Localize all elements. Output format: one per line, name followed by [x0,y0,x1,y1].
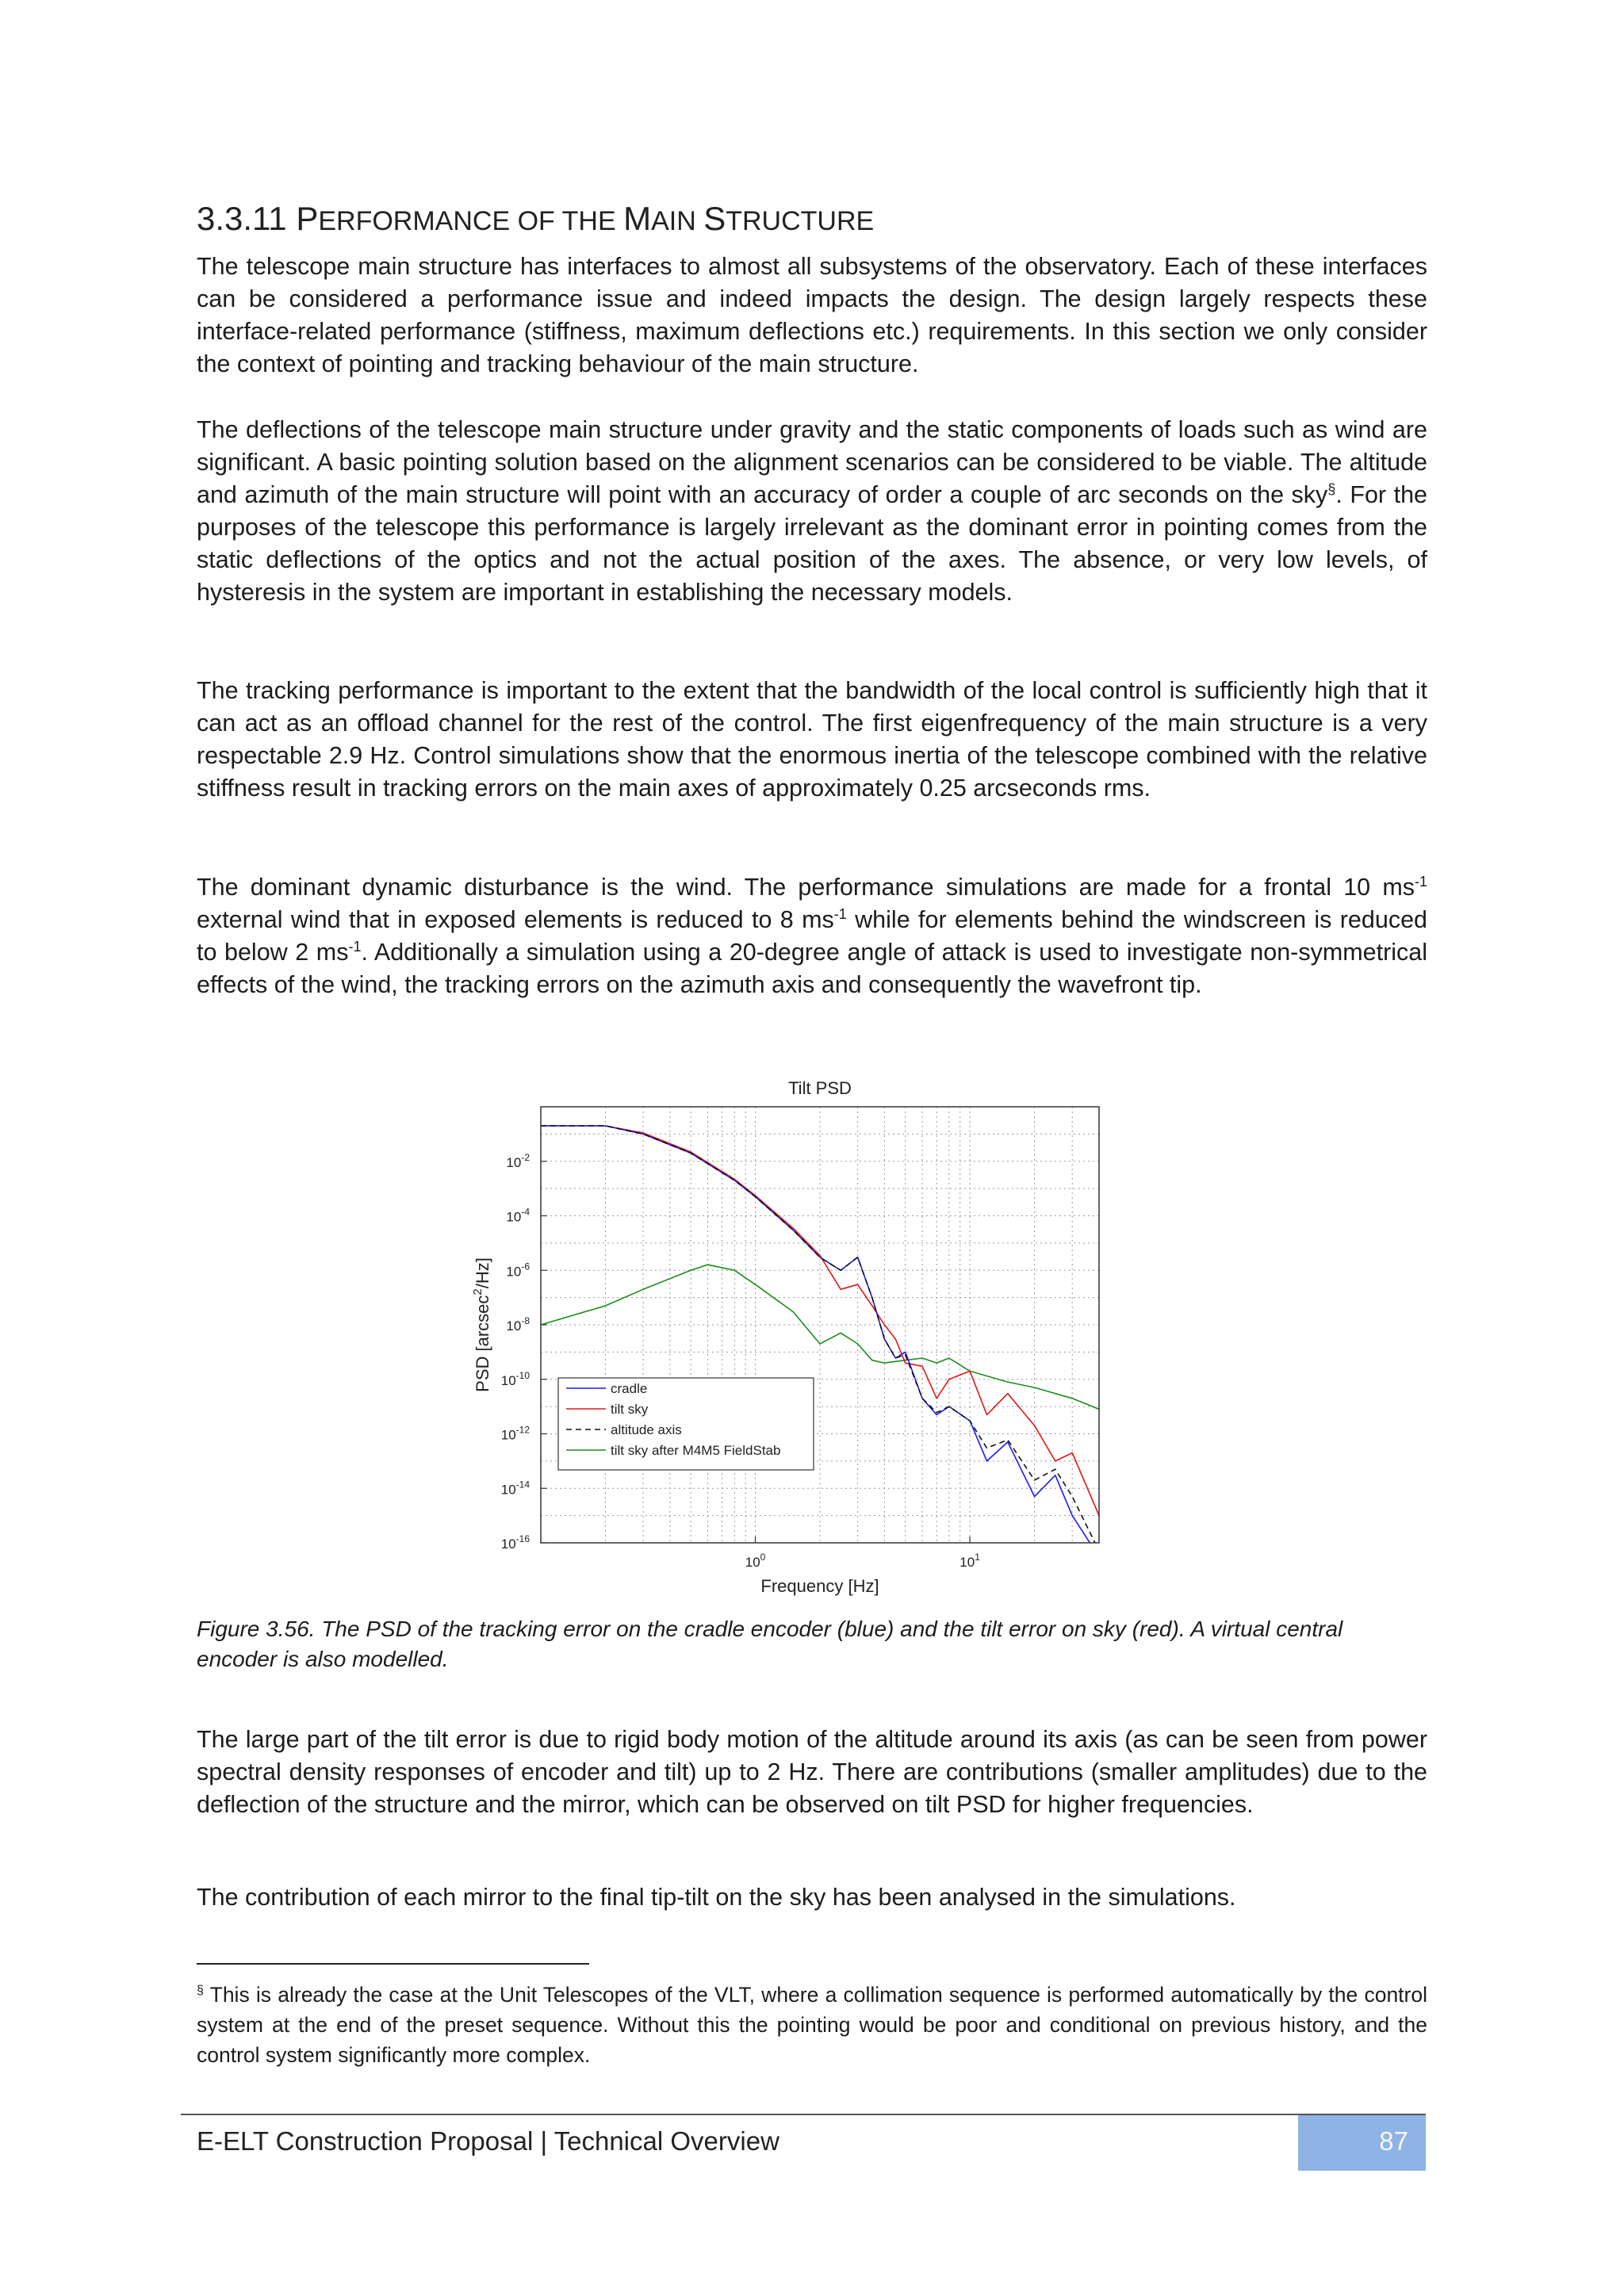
section-heading [197,200,874,238]
paragraph-deflections: The deflections of the telescope main structure under gravity and the static components of loads such as wind are significant. A basic pointing solution based on the alignment scenarios can be considered to be viable. The altitude and azimuth of the main structure will point with an accuracy of order a couple of arc seconds on the sky§. For the purposes of the telescope this performance is largely irrelevant as the dominant error in pointing comes from the static deflections of the optics and not the actual position of the axes. The absence, or very low levels, of hysteresis in the system are important in establishing the necessary models. [197,416,1427,606]
figure-caption: Figure 3.56. The PSD of the tracking error on the cradle encoder (blue) and the tilt error on sky (red). A virtual central encoder is also modelled. [197,1617,1343,1671]
y-tick-label: $10^{-10}$ [500,1369,530,1388]
tilt-psd-figure [465,1070,1123,1605]
x-tick-label: $10^0$ [745,1552,766,1570]
footnote-divider [197,1963,589,1965]
y-tick-label: $10^{-14}$ [500,1479,530,1498]
section-title: PERFORMANCE OF THE MAIN STRUCTURE [296,200,875,237]
footer-divider [181,2114,1426,2115]
footnote: § This is already the case at the Unit Telescopes of the VLT, where a collimation sequence is performed automatically by the control system at the end of the preset sequence. Without this the pointing would be poor and conditional on previous history, and the control system significantly more complex. [197,1983,1427,2067]
legend-label: tilt sky [611,1402,649,1417]
chart-title: Tilt PSD [788,1078,852,1098]
y-tick-label: $10^{-8}$ [506,1315,530,1334]
x-tick-label: $10^1$ [959,1552,980,1570]
footnote-mark: § [197,1984,204,1998]
legend-label: altitude axis [611,1422,682,1437]
x-axis-label: Frequency [Hz] [760,1576,879,1596]
page-number: 87 [1379,2126,1408,2156]
y-axis-label: PSD [arcsec$^2$/Hz] [471,1257,492,1392]
y-tick-label: $10^{-4}$ [506,1206,530,1225]
y-tick-label: $10^{-6}$ [506,1261,530,1280]
section-number: 3.3.11 [197,200,287,237]
plot-area [541,1107,1099,1543]
paragraph-tilt-error: The large part of the tilt error is due to rigid body motion of the altitude around its axis (as can be seen from power spectral density responses of encoder and tilt) up to 2 Hz. There are contributions (smaller amplitudes) due to the deflection of the structure and the mirror, which can be observed on tilt PSD for higher frequencies. [197,1726,1427,1818]
paragraph-interfaces: The telescope main structure has interfaces to almost all subsystems of the observatory. Each of these interfaces can be considered a performance issue and indeed impacts the design. The design largely respects these interface-related performance (stiffness, maximum deflections etc.) requirements. In this section we only consider the context of pointing and tracking behaviour of the main structure. [197,253,1427,377]
paragraph-wind: The dominant dynamic disturbance is the wind. The performance simulations are made for a frontal 10 $ms^{-1}$ external wind that in exposed elements is reduced to 8 $ms^{-1}$ while for elements behind the windscreen is reduced to below 2 $ms^{-1}$. Additionally a simulation using a 20-degree angle of attack is used to investigate non-symmetrical effects of the wind, the tracking errors on the azimuth axis and consequently the wavefront tip. [197,873,1428,998]
y-tick-label: $10^{-12}$ [500,1424,530,1443]
tilt-psd-chart [465,1070,1123,1605]
legend-label: tilt sky after M4M5 FieldStab [611,1443,781,1458]
legend-label: cradle [611,1381,648,1396]
paragraph-tracking: The tracking performance is important to the extent that the bandwidth of the local control is sufficiently high that it can act as an offload channel for the rest of the control. The first eigenfrequency of the main structure is a very respectable 2.9 Hz. Control simulations show that the enormous inertia of the telescope combined with the relative stiffness result in tracking errors on the main axes of approximately 0.25 arcseconds rms. [197,677,1427,802]
page-number-box [1298,2115,1426,2171]
y-tick-label: $10^{-16}$ [500,1533,530,1552]
y-tick-label: $10^{-2}$ [506,1151,530,1170]
footer-title: E-ELT Construction Proposal | Technical Overview [197,2126,779,2156]
paragraph-mirror-contribution: The contribution of each mirror to the final tip-tilt on the sky has been analysed in the simulations. [197,1884,1236,1911]
footnote-reference[interactable]: § [1327,480,1336,497]
legend [558,1378,814,1470]
